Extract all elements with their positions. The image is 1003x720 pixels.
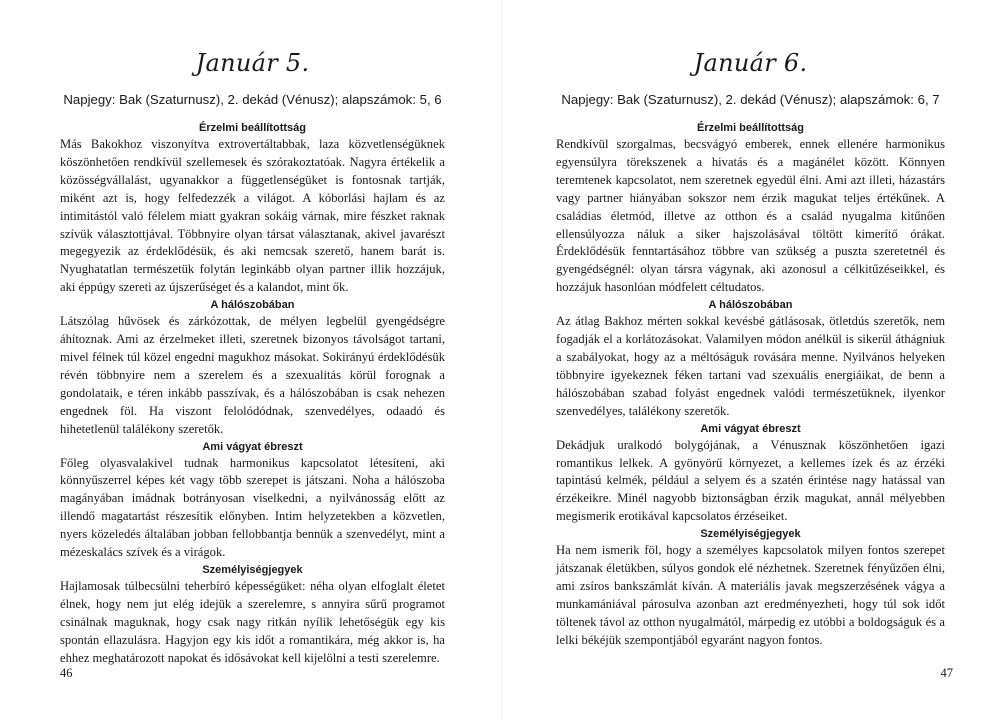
left-page [0, 0, 501, 720]
zodiac-info: Napjegy: Bak (Szaturnusz), 2. dekád (Vénusz); alapszámok: 6, 7 [561, 92, 940, 107]
section-heading-bedroom: A hálószobában [708, 299, 793, 312]
section-text-emotional: Rendkívül szorgalmas, becsvágyó emberek, ennek ellenére harmonikus egyensúlyra törekszenek a hivatás és a magánélet között. Könnyen teremtenek kapcsolatot, nem szeretnek egyedül élni. Ami azt illeti, házastárs vagy partner hiányában sokszor nem érzik magukat teljes értékűnek. A családias életmód, illetve az otthon és a család nyugalma kitűnően ellensúlyozza náluk a siker hajszolásával töltött kimerítő órákat. Érdeklődésük fenntartásához többre van szükség a puszta szeretetnél és gyengédségnél: olyan társra vágynak, aki azonosul a célkitűzéseikkel, és hozzájuk hasonlóan módfelett céltudatos. [556, 137, 945, 295]
right-page [502, 0, 1003, 720]
section-text-emotional: Más Bakokhoz viszonyítva extrovertáltabbak, laza közvetlenségüknek köszönhetően rendkívül szellemesek és szórakoztatóak. Nagyra értékelik a közösségvállalást, ugyanakkor a függetlenségüket is fontosnak tartják, miként azt is, hogy felfedezzék a világot. A kóborlási hajlam és az intimitástól való félelem miatt gyakran sokáig várnak, mire fészket raknak szívük választottjával. Többnyire olyan társat választanak, akivel javarészt megegyezik az érdeklődésük, és aki nemcsak szerető, hanem barát is. Nyughatatlan természetük folytán leginkább olyan partner illik hozzájuk, aki éppúgy szereti az újszerűséget és a kalandot, mint ők. [60, 137, 445, 295]
page-content [556, 120, 945, 650]
page-number: 46 [60, 666, 73, 680]
section-heading-emotional: Érzelmi beállítottság [697, 122, 804, 134]
section-text-bedroom: Látszólag hűvösek és zárkózottak, de mélyen legbelül gyengédségre áhítoznak. Ami az érzelmeket illeti, szeretnek bizonyos távolságot tartani, mivel félnek túl közel engedni magukhoz másokat. Sokirányú érdeklődésük révén többnyire nem a szerelem és a szexualitás körül forognak a gondolataik, e téren inkább passzívak, és a hálószobában is csak nehezen engednek föl. Ha viszont felolódódnak, szenvedélyes, odaadó és hihetetlenül találékony szeretők. [60, 314, 445, 436]
page-number: 47 [940, 666, 953, 680]
section-heading-personality: Személyiségjegyek [202, 563, 303, 576]
section-heading-bedroom: A hálószobában [210, 299, 295, 312]
section-heading-emotional: Érzelmi beállítottság [199, 122, 306, 134]
page-title: Január 6. [693, 49, 808, 77]
section-text-personality: Hajlamosak túlbecsülni teherbíró képességüket: néha olyan elfoglalt életet élnek, hogy nem jut elég idejük a szerelemre, s annyira sűrű programot csinálnak maguknak, hogy csak nagy ritkán nyílik lehetőségük egy kis spontán ellazulásra. Hagyjon egy kis időt a romantikára, még akkor is, ha ehhez meghatározott napokat és idősávokat kell kijelölni a testi szerelemre. [60, 578, 445, 665]
section-heading-desire: Ami vágyat ébreszt [202, 440, 303, 453]
section-text-bedroom: Az átlag Bakhoz mérten sokkal kevésbé gátlásosak, ötletdús szeretők, nem fogadják el a korlátozásokat. Valamilyen módon anélkül is sikerül áthágniuk a szabályokat, hogy az a méltóságuk rovására menne. Nyilvános helyeken többnyire igyekeznek féken tartani vad szexuális energiáikat, de benn a hálószobában szabad folyást engednek valódi természetüknek, ilyenkor szenvedélyes, találékony szeretők. [556, 314, 945, 418]
section-text-desire: Főleg olyasvalakivel tudnak harmonikus kapcsolatot létesíteni, aki könnyűszerrel képes két vagy több szerepet is játszani. Noha a hálószoba magányában imádnak botrányosan viselkedni, a nyilvánosság előtt az illendő magatartást részesítik előnyben. Intim helyzetekben a közvetlen, nyers közeledés általában jobban fellobbantja bennük a szenvedélyt, mint a mézeskalács szívek és a virágok. [60, 455, 445, 560]
zodiac-info: Napjegy: Bak (Szaturnusz), 2. dekád (Vénusz); alapszámok: 5, 6 [63, 92, 442, 107]
page-title: Január 5. [195, 49, 310, 77]
section-text-personality: Ha nem ismerik föl, hogy a személyes kapcsolatok milyen fontos szerepet játszanak életükben, súlyos gondok elé nézhetnek. Szeretnek fényűzően élni, ami zsíros bankszámlát kíván. A materiális javak megszerzésének vágya a munkamániával párosulva azonban azt eredményezheti, hogy túl sok időt töltenek távol az otthon nyugalmától, márpedig ez utóbbi a boldogságuk és a lelki békéjük szempontjából egyaránt nagyon fontos. [556, 543, 945, 647]
section-heading-desire: Ami vágyat ébreszt [700, 422, 801, 435]
page-content [60, 120, 445, 667]
section-heading-personality: Személyiségjegyek [700, 528, 801, 541]
section-text-desire: Dekádjuk uralkodó bolygójának, a Vénusznak köszönhetően igazi romantikus lelkek. A gyönyörű környezet, a kellemes ízek és az érzéki tapintású kelmék, például a selyem és a szatén érintése nagy hatással van érzékeikre. Minél nagyobb biztonságban érzik magukat, annál mélyebben megismerik erotikával kapcsolatos érzéseiket. [556, 437, 945, 524]
